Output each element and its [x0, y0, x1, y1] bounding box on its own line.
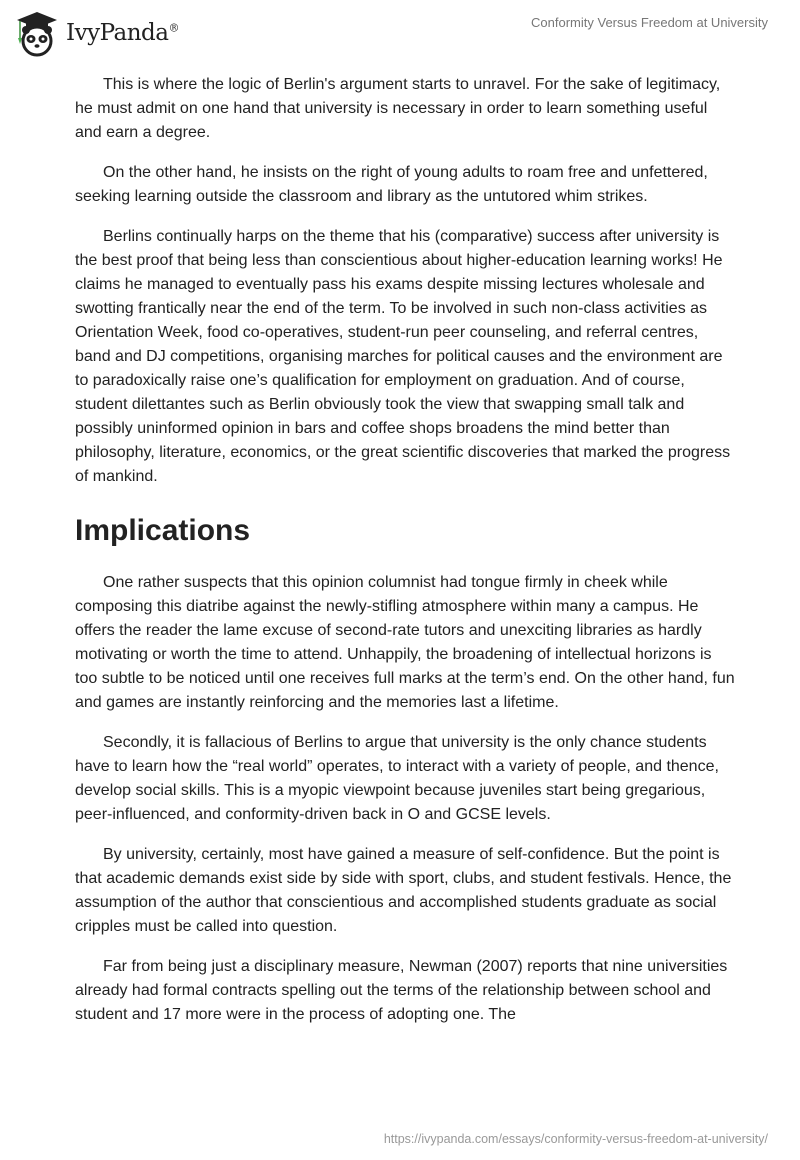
logo-text: IvyPanda® [66, 20, 179, 46]
paragraph: By university, certainly, most have gained a measure of self-confidence. But the point is that academic demands exist side by side with sport, clubs, and student festivals. Hence, the assumption of the author that conscientious and accomplished students graduate as social cripples must be called into question. [75, 846, 732, 935]
footer-url-link[interactable]: https://ivypanda.com/essays/conformity-versus-freedom-at-university/ [383, 1132, 768, 1146]
paragraph: Far from being just a disciplinary measure, Newman (2007) reports that nine universities already had formal contracts spelling out the terms of the relationship between school and student and 17 more were in the process of adopting one. The [75, 958, 728, 1023]
section-heading: Implications [75, 514, 251, 547]
paragraph: One rather suspects that this opinion columnist had tongue firmly in cheek while composing this diatribe against the newly-stifling atmosphere within many a campus. He offers the reader the lame excuse of second-rate tutors and unexciting libraries as hardly motivating or worth the time to attend. Unhappily, the broadening of intellectual horizons is too subtle to be noticed until one receives full marks at the term’s end. On the other hand, fun and games are instantly reinforcing and the memories last a lifetime. [75, 574, 735, 711]
ivypanda-logo[interactable] [12, 8, 179, 58]
paragraph: On the other hand, he insists on the right of young adults to roam free and unfettered, seeking learning outside the classroom and library as the untutored whim strikes. [75, 164, 708, 205]
paragraph: Secondly, it is fallacious of Berlins to argue that university is the only chance students have to learn how the “real world” operates, to interact with a variety of people, and thence, develop social skills. This is a myopic viewpoint because juveniles start being gregarious, peer-influenced, and conformity-driven back in O and GCSE levels. [75, 734, 719, 823]
panda-graduate-icon [12, 8, 62, 58]
paragraph: This is where the logic of Berlin's argument starts to unravel. For the sake of legitimacy, he must admit on one hand that university is necessary in order to learn something useful and earn a degree. [75, 76, 721, 141]
document-title: Conformity Versus Freedom at University [531, 15, 768, 30]
paragraph: Berlins continually harps on the theme that his (comparative) success after university is the best proof that being less than conscientious about higher-education learning works! He claims he managed to eventually pass his exams despite missing lectures wholesale and swotting frantically near the end of the term. To be involved in such non-class activities as Orientation Week, food co-operatives, student-run peer counseling, and referral centres, band and DJ competitions, organising marches for political causes and the environment are to paradoxically raise one’s qualification for employment on graduation. And of course, student dilettantes such as Berlin obviously took the view that swapping small talk and possibly uninformed opinion in bars and coffee shops broadens the mind better than philosophy, literature, economics, or the great scientific discoveries that marked the progress of mankind. [75, 228, 731, 485]
essay-body [75, 73, 735, 1043]
